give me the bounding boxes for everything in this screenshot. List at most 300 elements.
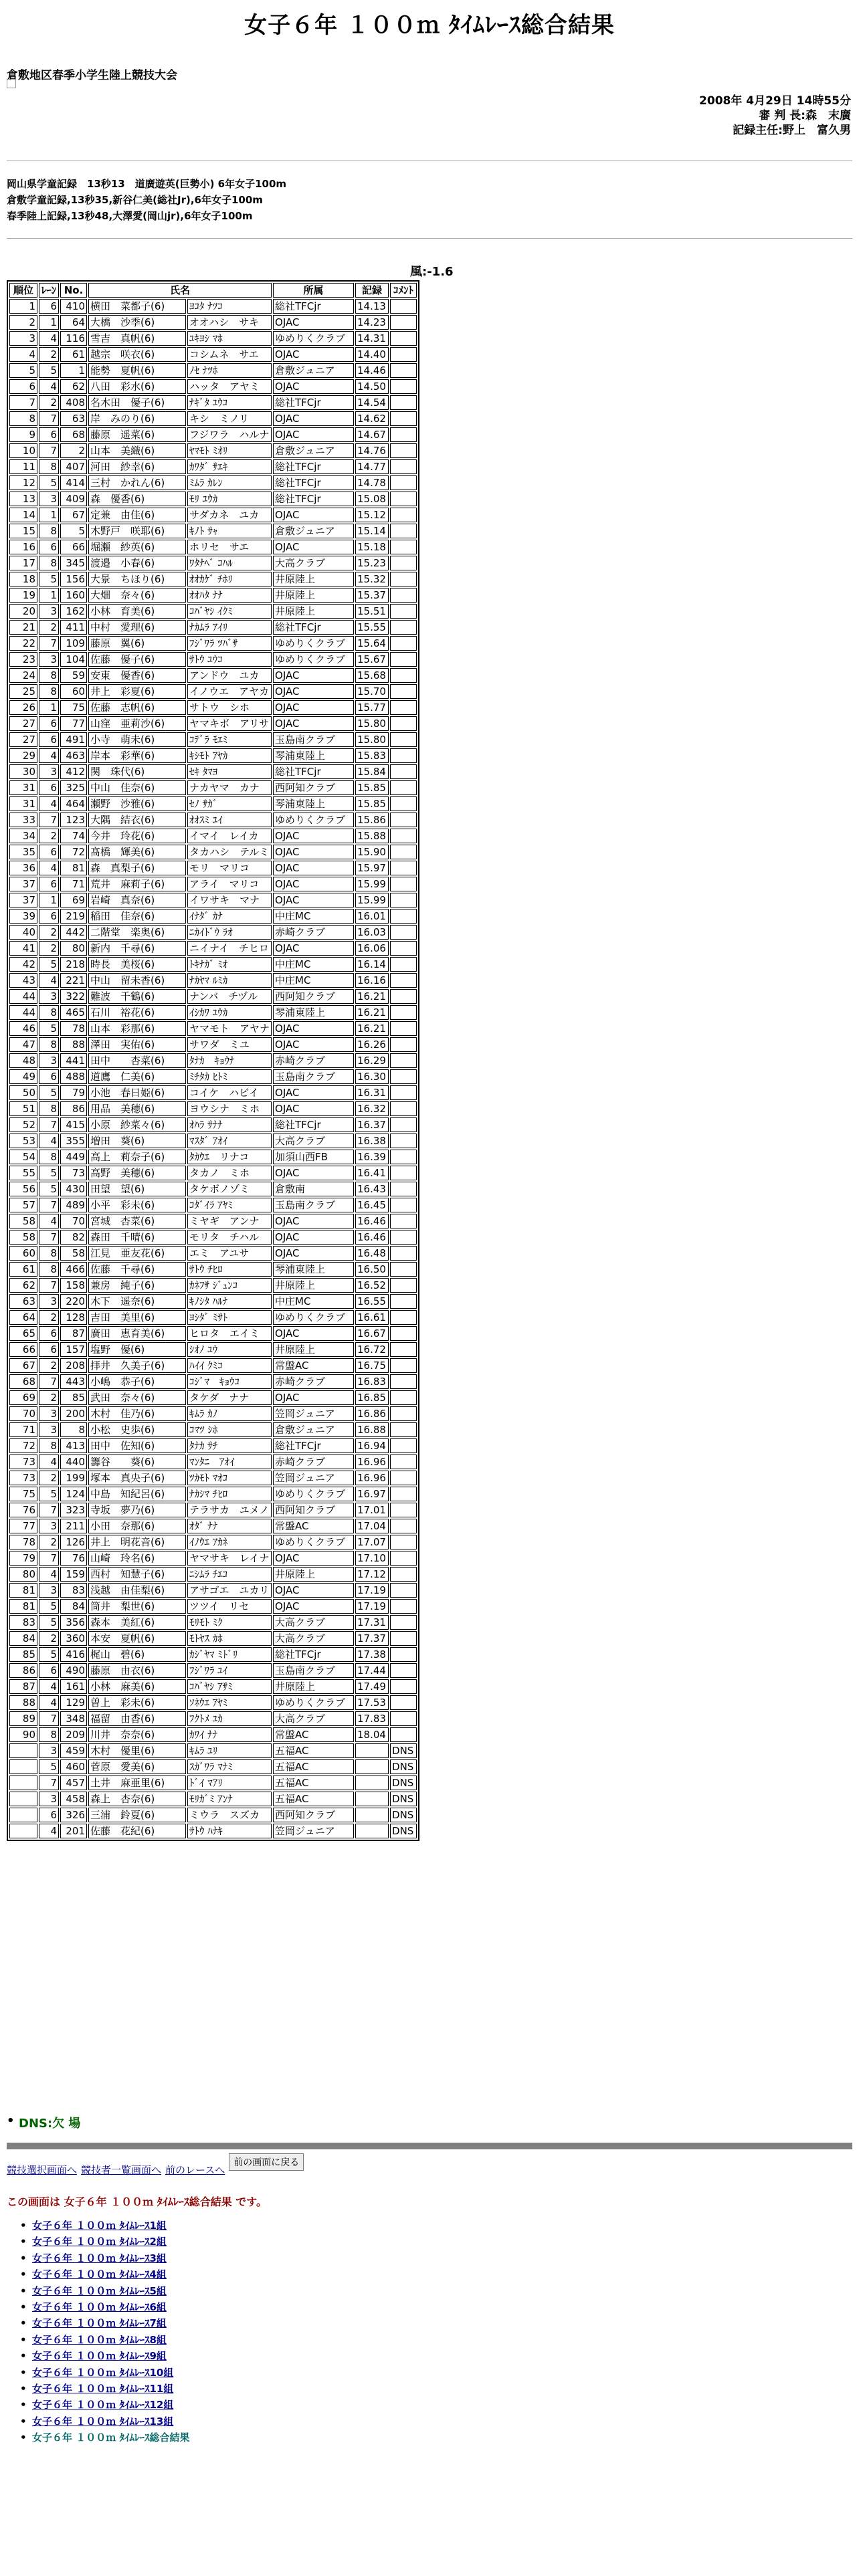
cell-record — [355, 1759, 389, 1774]
cell-kana: ツツイ リセ — [187, 1599, 272, 1614]
cell-name: 藤原 遥菜(6) — [88, 427, 186, 442]
cell-club: 中庄MC — [273, 909, 354, 924]
cell-name: 雪吉 真帆(6) — [88, 331, 186, 346]
cell-lane: 2 — [39, 1310, 59, 1325]
athlete-list-link[interactable]: 競技者一覧画面へ — [81, 2164, 162, 2176]
cell-number: 408 — [60, 395, 87, 410]
cell-rank: 27 — [9, 732, 37, 747]
cell-club: 井原陸上 — [273, 1342, 354, 1357]
cell-comment — [390, 1599, 417, 1614]
cell-name: 木野戸 咲耶(6) — [88, 524, 186, 538]
cell-record: 15.08 — [355, 492, 389, 506]
cell-record: 16.29 — [355, 1053, 389, 1068]
cell-comment — [390, 893, 417, 907]
cell-comment — [390, 1455, 417, 1469]
table-row — [9, 829, 417, 843]
cell-lane: 4 — [39, 861, 59, 875]
heat-list-item — [32, 2365, 189, 2381]
back-button[interactable]: 前の画面に戻る — [229, 2153, 304, 2171]
cell-kana: オオハシ サキ — [187, 315, 272, 330]
cell-comment — [390, 1166, 417, 1180]
cell-name: 増田 葵(6) — [88, 1134, 186, 1148]
cell-number: 75 — [60, 700, 87, 715]
cell-rank: 53 — [9, 1134, 37, 1148]
cell-club: ゆめりくクラブ — [273, 331, 354, 346]
heat-list-item — [32, 2266, 189, 2282]
cell-kana: キシ ミノリ — [187, 411, 272, 426]
cell-name: 佐藤 優子(6) — [88, 652, 186, 667]
cell-number: 410 — [60, 299, 87, 314]
cell-number: 1 — [60, 363, 87, 378]
cell-rank: 73 — [9, 1455, 37, 1469]
cell-number: 457 — [60, 1776, 87, 1790]
cell-club: OJAC — [273, 1326, 354, 1341]
cell-record: 16.30 — [355, 1069, 389, 1084]
cell-rank: 65 — [9, 1326, 37, 1341]
cell-kana: サダカネ ユカ — [187, 508, 272, 522]
cell-number: 85 — [60, 1390, 87, 1405]
cell-number: 201 — [60, 1824, 87, 1838]
cell-rank: 81 — [9, 1599, 37, 1614]
cell-name: 中山 佳奈(6) — [88, 780, 186, 795]
cell-rank — [9, 1808, 37, 1822]
cell-number: 159 — [60, 1567, 87, 1582]
cell-comment — [390, 395, 417, 410]
cell-kana: ｺﾏﾂ ｼﾎ — [187, 1422, 272, 1437]
cell-number: 162 — [60, 604, 87, 619]
cell-rank: 44 — [9, 1005, 37, 1020]
cell-rank: 80 — [9, 1567, 37, 1582]
cell-club: 西阿知クラブ — [273, 780, 354, 795]
table-row — [9, 941, 417, 956]
cell-record: 15.80 — [355, 716, 389, 731]
cell-club: 井原陸上 — [273, 1278, 354, 1293]
table-row — [9, 1679, 417, 1694]
cell-club: 西阿知クラブ — [273, 989, 354, 1004]
cell-kana: ｾｷ ﾀﾏﾖ — [187, 764, 272, 779]
cell-club: 総社TFCjr — [273, 395, 354, 410]
cell-kana: ナカヤマ カナ — [187, 780, 272, 795]
cell-kana: ﾀﾅｶ ｻﾁ — [187, 1438, 272, 1453]
cell-name: 堀瀬 紗英(6) — [88, 540, 186, 554]
cell-kana: ミウラ スズカ — [187, 1808, 272, 1822]
cell-rank: 6 — [9, 379, 37, 394]
table-row — [9, 845, 417, 859]
cell-club: 琴浦東陸上 — [273, 796, 354, 811]
recorder-line: 記録主任:野上 富久男 — [733, 124, 851, 137]
cell-name: 山窪 亜莉沙(6) — [88, 716, 186, 731]
table-row — [9, 684, 417, 699]
cell-comment — [390, 1390, 417, 1405]
cell-lane: 2 — [39, 1535, 59, 1549]
cell-club: 玉島南クラブ — [273, 1198, 354, 1212]
cell-name: 小田 奈那(6) — [88, 1519, 186, 1533]
cell-name: 佐藤 千尋(6) — [88, 1262, 186, 1277]
cell-kana: ニイナイ チヒロ — [187, 941, 272, 956]
cell-rank: 83 — [9, 1615, 37, 1630]
cell-record: 15.86 — [355, 813, 389, 827]
cell-rank: 17 — [9, 556, 37, 570]
cell-record: 14.77 — [355, 459, 389, 474]
cell-lane: 6 — [39, 845, 59, 859]
cell-record: 15.85 — [355, 796, 389, 811]
cell-rank: 84 — [9, 1631, 37, 1646]
cell-number: 64 — [60, 315, 87, 330]
cell-kana: ﾌｼﾞﾜﾗ ﾂﾊﾞｻ — [187, 636, 272, 651]
cell-lane: 7 — [39, 411, 59, 426]
cell-club: OJAC — [273, 861, 354, 875]
cell-lane: 7 — [39, 1278, 59, 1293]
cell-record: 16.37 — [355, 1117, 389, 1132]
cell-rank: 19 — [9, 588, 37, 603]
cell-kana: コイケ ハビイ — [187, 1085, 272, 1100]
cell-kana: ｷｼﾓﾄ ｱﾔｶ — [187, 748, 272, 763]
cell-lane: 3 — [39, 989, 59, 1004]
cell-lane: 5 — [39, 1647, 59, 1662]
cell-lane: 8 — [39, 684, 59, 699]
cell-comment — [390, 909, 417, 924]
cell-club: OJAC — [273, 1599, 354, 1614]
cell-number: 83 — [60, 1583, 87, 1598]
cell-record: 14.78 — [355, 475, 389, 490]
cell-kana: ｵｵﾊﾀ ﾅﾅ — [187, 588, 272, 603]
cell-kana: ｻﾄｳ ﾊﾅｷ — [187, 1824, 272, 1838]
cell-record: 16.67 — [355, 1326, 389, 1341]
report-datetime: 2008年 4月29日 14時55分 — [699, 94, 851, 108]
cell-name: 木下 遥奈(6) — [88, 1294, 186, 1309]
cell-record: 16.50 — [355, 1262, 389, 1277]
cell-record: 15.23 — [355, 556, 389, 570]
cell-number: 458 — [60, 1792, 87, 1806]
cell-club: OJAC — [273, 1551, 354, 1566]
table-row — [9, 1358, 417, 1373]
cell-rank: 90 — [9, 1727, 37, 1742]
cell-club: OJAC — [273, 1101, 354, 1116]
cell-number: 464 — [60, 796, 87, 811]
cell-club: 玉島南クラブ — [273, 732, 354, 747]
cell-name: 小林 育美(6) — [88, 604, 186, 619]
cell-number: 87 — [60, 1326, 87, 1341]
cell-number: 323 — [60, 1503, 87, 1517]
cell-record: 15.90 — [355, 845, 389, 859]
cell-record: 16.43 — [355, 1182, 389, 1196]
cell-number: 88 — [60, 1037, 87, 1052]
cell-record: 16.45 — [355, 1198, 389, 1212]
heat-link[interactable]: 女子６年 １００ｍ ﾀｲﾑﾚｰｽ8組 — [32, 2333, 167, 2346]
cell-rank: 48 — [9, 1053, 37, 1068]
cell-comment — [390, 508, 417, 522]
cell-name: 二階堂 楽奥(6) — [88, 925, 186, 940]
heat-link[interactable]: 女子６年 １００ｍ ﾀｲﾑﾚｰｽ10組 — [32, 2366, 174, 2379]
cell-name: 中山 留未香(6) — [88, 973, 186, 988]
cell-lane: 7 — [39, 636, 59, 651]
cell-lane: 1 — [39, 508, 59, 522]
cell-kana: ﾓﾘﾓﾄ ﾐｸ — [187, 1615, 272, 1630]
results-table — [7, 280, 419, 1841]
heat-link[interactable]: 女子６年 １００ｍ ﾀｲﾑﾚｰｽ4組 — [32, 2268, 167, 2281]
cell-name: 稲田 佳奈(6) — [88, 909, 186, 924]
cell-number: 158 — [60, 1278, 87, 1293]
cell-club: OJAC — [273, 315, 354, 330]
heat-link[interactable]: 女子６年 １００ｍ ﾀｲﾑﾚｰｽ12組 — [32, 2399, 174, 2411]
cell-number: 491 — [60, 732, 87, 747]
cell-name: 藤原 由衣(6) — [88, 1663, 186, 1678]
cell-club: OJAC — [273, 1021, 354, 1036]
table-row — [9, 1310, 417, 1325]
cell-club: 倉敷ジュニア — [273, 1422, 354, 1437]
cell-club: 赤崎クラブ — [273, 1455, 354, 1469]
cell-lane: 1 — [39, 893, 59, 907]
cell-rank: 50 — [9, 1085, 37, 1100]
heat-link[interactable]: 女子６年 １００ｍ ﾀｲﾑﾚｰｽ2組 — [32, 2236, 167, 2248]
cell-club: 琴浦東陸上 — [273, 1262, 354, 1277]
cell-number: 409 — [60, 492, 87, 506]
cell-name: 大景 ちほり(6) — [88, 572, 186, 586]
cell-comment — [390, 1647, 417, 1662]
cell-kana: タカノ ミホ — [187, 1166, 272, 1180]
cell-rank: 86 — [9, 1663, 37, 1678]
cell-comment — [390, 925, 417, 940]
cell-record: 14.31 — [355, 331, 389, 346]
cell-rank: 85 — [9, 1647, 37, 1662]
cell-comment — [390, 957, 417, 972]
cell-number: 221 — [60, 973, 87, 988]
cell-name: 田中 杏菜(6) — [88, 1053, 186, 1068]
cell-kana: ｲﾅﾀﾞ ｶﾅ — [187, 909, 272, 924]
cell-rank: 54 — [9, 1150, 37, 1164]
cell-name: 田望 望(6) — [88, 1182, 186, 1196]
cell-rank: 70 — [9, 1406, 37, 1421]
cell-number: 200 — [60, 1406, 87, 1421]
cell-comment — [390, 459, 417, 474]
cell-number: 442 — [60, 925, 87, 940]
table-row — [9, 636, 417, 651]
cell-number: 61 — [60, 347, 87, 362]
heat-link[interactable]: 女子６年 １００ｍ ﾀｲﾑﾚｰｽ6組 — [32, 2300, 167, 2313]
cell-rank: 41 — [9, 941, 37, 956]
cell-club: 倉敷南 — [273, 1182, 354, 1196]
cell-lane: 4 — [39, 1679, 59, 1694]
cell-lane: 8 — [39, 524, 59, 538]
broken-image-icon — [7, 79, 16, 88]
cell-kana: ミヤギ アンナ — [187, 1214, 272, 1228]
cell-lane: 6 — [39, 299, 59, 314]
cell-kana: ﾖｺﾀ ﾅﾂｺ — [187, 299, 272, 314]
table-row — [9, 1711, 417, 1726]
cell-club: OJAC — [273, 379, 354, 394]
cell-number: 209 — [60, 1727, 87, 1742]
cell-lane: 1 — [39, 700, 59, 715]
cell-number: 463 — [60, 748, 87, 763]
cell-record: 16.88 — [355, 1422, 389, 1437]
cell-number: 407 — [60, 459, 87, 474]
cell-club: OJAC — [273, 941, 354, 956]
cell-name: 三村 かれん(6) — [88, 475, 186, 490]
cell-kana: ﾅｶｼﾏ ﾁﾋﾛ — [187, 1487, 272, 1501]
table-row — [9, 1406, 417, 1421]
heat-link[interactable]: 女子６年 １００ｍ ﾀｲﾑﾚｰｽ3組 — [32, 2252, 167, 2264]
cell-rank: 71 — [9, 1422, 37, 1437]
cell-record: 15.32 — [355, 572, 389, 586]
table-row — [9, 1727, 417, 1742]
cell-rank — [9, 1776, 37, 1790]
cell-record: 15.70 — [355, 684, 389, 699]
cell-lane: 5 — [39, 475, 59, 490]
cell-record: 14.46 — [355, 363, 389, 378]
cell-club: ゆめりくクラブ — [273, 1695, 354, 1710]
cell-club: 総社TFCjr — [273, 764, 354, 779]
cell-lane: 6 — [39, 540, 59, 554]
heat-link[interactable]: 女子６年 １００ｍ ﾀｲﾑﾚｰｽ5組 — [32, 2284, 167, 2297]
heat-link[interactable]: 女子６年 １００ｍ ﾀｲﾑﾚｰｽ9組 — [32, 2350, 167, 2363]
cell-name: 佐藤 花紀(6) — [88, 1824, 186, 1838]
cell-club: OJAC — [273, 347, 354, 362]
cell-lane: 1 — [39, 588, 59, 603]
cell-comment — [390, 1069, 417, 1084]
cell-record: 14.54 — [355, 395, 389, 410]
cell-lane: 3 — [39, 1422, 59, 1437]
table-row — [9, 604, 417, 619]
cell-lane: 2 — [39, 941, 59, 956]
table-row — [9, 1214, 417, 1228]
cell-lane: 4 — [39, 796, 59, 811]
cell-rank: 5 — [9, 363, 37, 378]
cell-name: 小林 麻美(6) — [88, 1679, 186, 1694]
cell-record: 15.55 — [355, 620, 389, 635]
cell-record — [355, 1776, 389, 1790]
cell-club: 総社TFCjr — [273, 492, 354, 506]
cell-comment — [390, 1358, 417, 1373]
heat-link[interactable]: 女子６年 １００ｍ ﾀｲﾑﾚｰｽ11組 — [32, 2382, 174, 2395]
cell-name: 難波 千鶴(6) — [88, 989, 186, 1004]
cell-club: OJAC — [273, 540, 354, 554]
table-row — [9, 1326, 417, 1341]
cell-club: 中庄MC — [273, 973, 354, 988]
cell-rank: 12 — [9, 475, 37, 490]
cell-record: 17.53 — [355, 1695, 389, 1710]
cell-lane: 8 — [39, 668, 59, 683]
cell-number: 156 — [60, 572, 87, 586]
cell-name: 中村 愛理(6) — [88, 620, 186, 635]
heat-list-item — [32, 2283, 189, 2299]
heat-list — [32, 2218, 189, 2446]
cell-kana: ｺﾃﾞﾗ ﾓｴﾐ — [187, 732, 272, 747]
cell-comment — [390, 989, 417, 1004]
cell-number: 416 — [60, 1647, 87, 1662]
heat-list-item — [32, 2234, 189, 2250]
cell-record: 16.21 — [355, 989, 389, 1004]
table-row — [9, 1759, 417, 1774]
cell-comment — [390, 1230, 417, 1245]
cell-club: ゆめりくクラブ — [273, 652, 354, 667]
cell-club: ゆめりくクラブ — [273, 1310, 354, 1325]
prev-race-link[interactable]: 前のレースへ — [165, 2164, 225, 2176]
table-row — [9, 716, 417, 731]
cell-name: 河田 紗幸(6) — [88, 459, 186, 474]
cell-comment — [390, 1567, 417, 1582]
cell-lane: 7 — [39, 1551, 59, 1566]
cell-club: 井原陸上 — [273, 1567, 354, 1582]
cell-kana: ﾐﾑﾗ ｶﾚﾝ — [187, 475, 272, 490]
table-row — [9, 1150, 417, 1164]
cell-record: 17.49 — [355, 1679, 389, 1694]
cell-comment: DNS — [390, 1792, 417, 1806]
cell-comment — [390, 1198, 417, 1212]
cell-lane: 4 — [39, 1567, 59, 1582]
cell-rank: 69 — [9, 1390, 37, 1405]
event-select-link[interactable]: 競技選択画面へ — [7, 2164, 78, 2176]
heat-list-item — [32, 2250, 189, 2266]
cell-name: 瀬野 沙雅(6) — [88, 796, 186, 811]
cell-number: 459 — [60, 1743, 87, 1758]
nav-links — [7, 2157, 304, 2179]
cell-kana: ｻﾄｳ ﾕｳｺ — [187, 652, 272, 667]
table-row — [9, 1166, 417, 1180]
cell-rank: 46 — [9, 1021, 37, 1036]
cell-name: 道鷹 仁美(6) — [88, 1069, 186, 1084]
cell-number: 348 — [60, 1711, 87, 1726]
cell-name: 能勢 夏帆(6) — [88, 363, 186, 378]
cell-number: 68 — [60, 427, 87, 442]
cell-rank: 52 — [9, 1117, 37, 1132]
cell-kana: ﾄﾞｲ ﾏｱﾘ — [187, 1776, 272, 1790]
cell-name: 関 珠代(6) — [88, 764, 186, 779]
cell-lane: 5 — [39, 1487, 59, 1501]
table-row — [9, 1743, 417, 1758]
cell-number: 82 — [60, 1230, 87, 1245]
cell-kana: ｶﾜﾀﾞ ｻｴｷ — [187, 459, 272, 474]
cell-record: 16.72 — [355, 1342, 389, 1357]
cell-record: 18.04 — [355, 1727, 389, 1742]
cell-club: ゆめりくクラブ — [273, 1487, 354, 1501]
table-row — [9, 1551, 417, 1566]
cell-rank: 27 — [9, 716, 37, 731]
table-row — [9, 1005, 417, 1020]
cell-record: 16.85 — [355, 1390, 389, 1405]
cell-kana: ﾓﾘｶﾞﾐ ｱﾝﾅ — [187, 1792, 272, 1806]
cell-rank: 37 — [9, 877, 37, 891]
table-row — [9, 459, 417, 474]
cell-comment — [390, 299, 417, 314]
cell-lane: 5 — [39, 1021, 59, 1036]
cell-club: 大高クラブ — [273, 1615, 354, 1630]
cell-number: 128 — [60, 1310, 87, 1325]
cell-record: 16.52 — [355, 1278, 389, 1293]
cell-rank: 72 — [9, 1438, 37, 1453]
cell-comment: DNS — [390, 1743, 417, 1758]
cell-record: 17.31 — [355, 1615, 389, 1630]
cell-record: 15.88 — [355, 829, 389, 843]
cell-name: 大橋 沙季(6) — [88, 315, 186, 330]
cell-name: 小原 紗菜々(6) — [88, 1117, 186, 1132]
cell-record: 17.12 — [355, 1567, 389, 1582]
cell-comment — [390, 716, 417, 731]
cell-name: 森 優香(6) — [88, 492, 186, 506]
heat-link[interactable]: 女子６年 １００ｍ ﾀｲﾑﾚｰｽ13組 — [32, 2415, 174, 2428]
heat-link[interactable]: 女子６年 １００ｍ ﾀｲﾑﾚｰｽ7組 — [32, 2317, 167, 2330]
cell-rank: 34 — [9, 829, 37, 843]
table-row — [9, 925, 417, 940]
cell-kana: モリタ チハル — [187, 1230, 272, 1245]
cell-comment — [390, 492, 417, 506]
cell-lane: 4 — [39, 379, 59, 394]
heat-list-item — [32, 2381, 189, 2397]
heat-link[interactable]: 女子６年 １００ｍ ﾀｲﾑﾚｰｽ1組 — [32, 2220, 167, 2232]
cell-club: 総社TFCjr — [273, 1117, 354, 1132]
cell-rank: 87 — [9, 1679, 37, 1694]
current-page-note: この画面は 女子６年 １００ｍ ﾀｲﾑﾚｰｽ総合結果 です。 — [7, 2195, 268, 2208]
table-row — [9, 1567, 417, 1582]
